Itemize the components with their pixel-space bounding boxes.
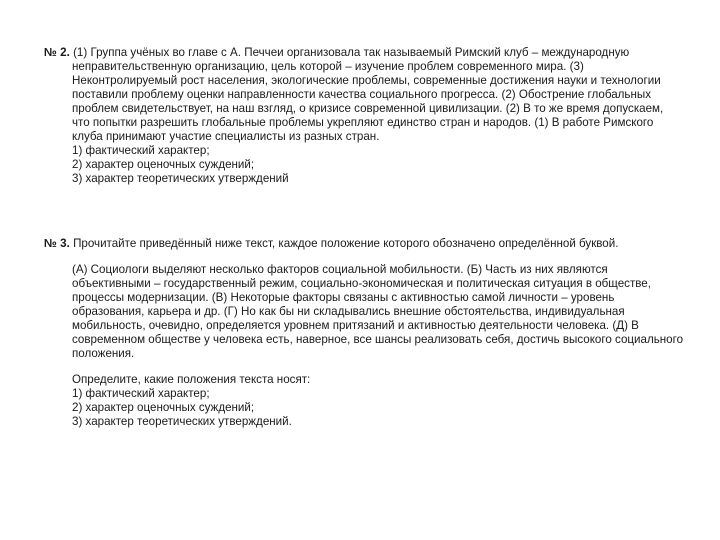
task-3-option-3: 3) характер теоретических утверждений. xyxy=(72,415,292,428)
task-2-options xyxy=(44,144,684,186)
task-3-question: Определите, какие положения текста носят: xyxy=(72,373,311,386)
task-2-paragraph xyxy=(44,46,684,144)
task-3-option-2: 2) характер оценочных суждений; xyxy=(72,401,255,414)
task-2 xyxy=(44,46,684,186)
task-3-instruction-paragraph xyxy=(44,237,684,251)
task-2-option-1: 1) фактический характер; xyxy=(72,144,210,157)
task-3 xyxy=(44,237,684,429)
task-2-option-2: 2) характер оценочных суждений; xyxy=(72,158,255,171)
task-3-option-1: 1) фактический характер; xyxy=(72,387,210,400)
task-3-number: № 3. xyxy=(44,237,70,250)
task-3-instruction: Прочитайте приведённый ниже текст, каждое положение которого обозначено определённой буквой. xyxy=(73,237,619,250)
task-2-option-3: 3) характер теоретических утверждений xyxy=(72,172,289,185)
task-2-text: (1) Группа учёных во главе с А. Печчеи организовала так называемый Римский клуб – международную неправительственную организацию, цель которой – изучение проблем современного мира. (3) Неконтролируемый рост населения, экологические проблемы, современные достижения науки и технологии поставили проблему оценки направленности качества социального прогресса. (2) Обострение глобальных проблем свидетельствует, на наш взгляд, о кризисе современной цивилизации. (2) В то же время допускаем, что попытки разрешить глобальные проблемы укрепляют единство стран и народов. (1) В работе Римского клуба принимают участие специалисты из разных стран. xyxy=(72,46,664,143)
task-2-number: № 2. xyxy=(44,46,70,59)
task-3-question-block xyxy=(44,373,684,429)
task-3-text: (А) Социологи выделяют несколько факторов социальной мобильности. (Б) Часть из них являются объективными – государственный режим, социально-экономическая и политическая ситуация в обществе, процессы модернизации. (В) Некоторые факторы связаны с активностью самой личности – уровень образования, карьера и др. (Г) Но как бы ни складывались внешние обстоятельства, индивидуальная мобильность, очевидно, определяется уровнем притязаний и активностью деятельности человека. (Д) В современном обществе у человека есть, наверное, все шансы реализовать себя, достичь высокого социального положения. xyxy=(72,263,684,360)
